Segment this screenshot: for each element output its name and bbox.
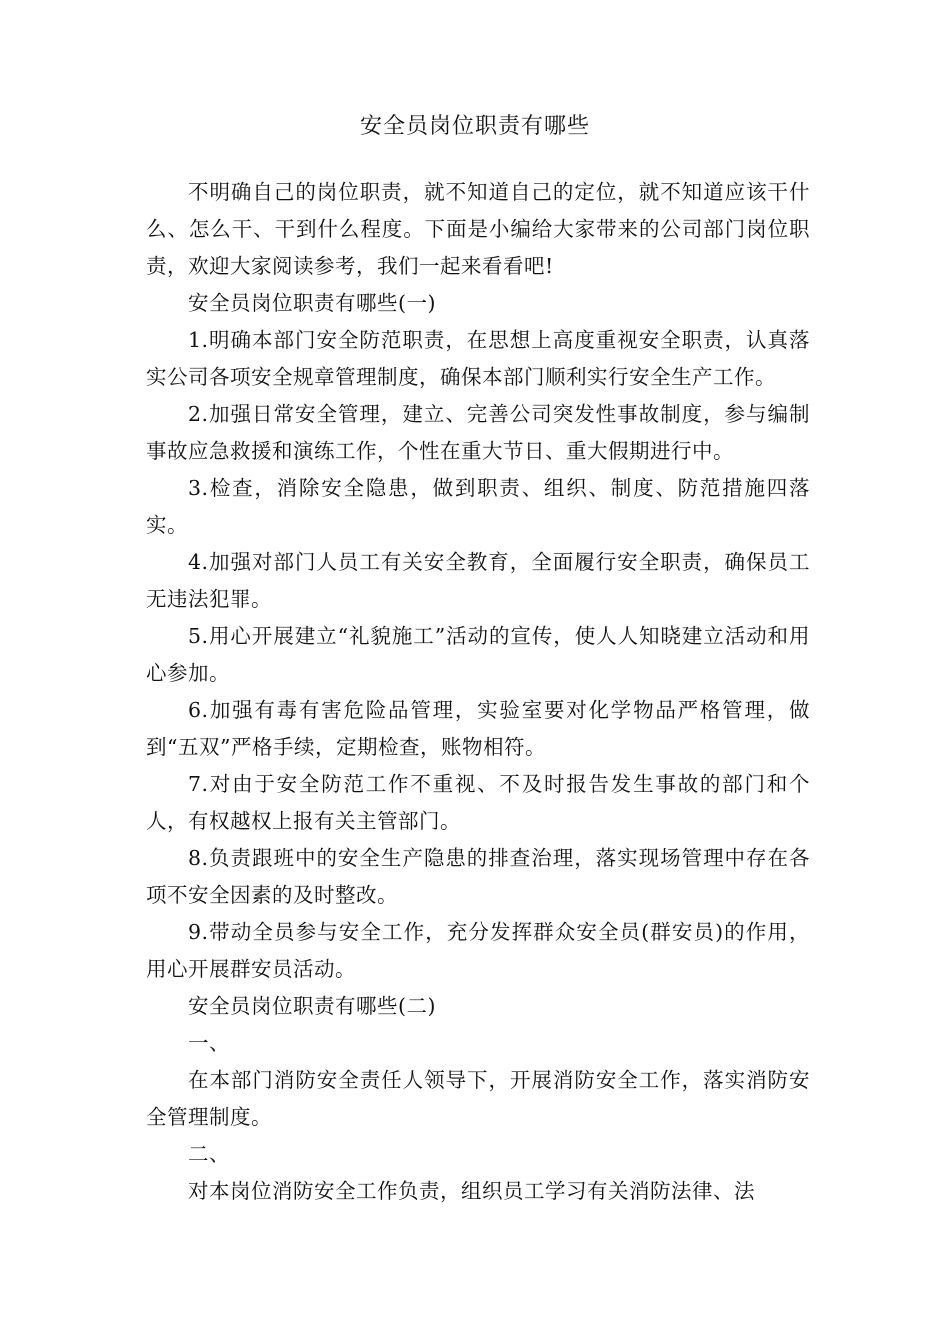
duty-item-9: 9.带动全员参与安全工作，充分发挥群众安全员(群安员)的作用，用心开展群安员活动。 [146, 920, 810, 981]
section-heading-2: 安全员岗位职责有哪些(二) [188, 994, 436, 1018]
document-title: 安全员岗位职责有哪些 [359, 114, 590, 139]
document-body [146, 174, 810, 1210]
intro-paragraph: 不明确自己的岗位职责，就不知道自己的定位，就不知道应该干什么、怎么干、干到什么程度。下面是小编给大家带来的公司部门岗位职责，欢迎大家阅读参考，我们一起来看看吧! [146, 180, 810, 278]
section-heading-1: 安全员岗位职责有哪些(一) [188, 291, 436, 315]
section2-paragraph-2: 对本岗位消防安全工作负责，组织员工学习有关消防法律、法 [188, 1179, 755, 1203]
duty-item-3: 3.检查，消除安全隐患，做到职责、组织、制度、防范措施四落实。 [146, 476, 810, 537]
section2-paragraph-1: 在本部门消防安全责任人领导下，开展消防安全工作，落实消防安全管理制度。 [146, 1068, 810, 1129]
duty-item-8: 8.负责跟班中的安全生产隐患的排查治理，落实现场管理中存在各项不安全因素的及时整改。 [146, 846, 810, 907]
numbered-heading-2: 二、 [188, 1142, 230, 1166]
duty-item-2: 2.加强日常安全管理，建立、完善公司突发性事故制度，参与编制事故应急救援和演练工作，个性在重大节日、重大假期进行中。 [146, 402, 810, 463]
duty-item-4: 4.加强对部门人员工有关安全教育，全面履行安全职责，确保员工无违法犯罪。 [146, 550, 810, 611]
duty-item-5: 5.用心开展建立“礼貌施工”活动的宣传，使人人知晓建立活动和用心参加。 [146, 624, 810, 685]
duty-item-7: 7.对由于安全防范工作不重视、不及时报告发生事故的部门和个人，有权越权上报有关主管部门。 [146, 772, 810, 833]
numbered-heading-1: 一、 [188, 1031, 230, 1055]
duty-item-6: 6.加强有毒有害危险品管理，实验室要对化学物品严格管理，做到“五双”严格手续，定期检查，账物相符。 [146, 698, 810, 759]
duty-item-1: 1.明确本部门安全防范职责，在思想上高度重视安全职责，认真落实公司各项安全规章管理制度，确保本部门顺利实行安全生产工作。 [146, 328, 810, 389]
